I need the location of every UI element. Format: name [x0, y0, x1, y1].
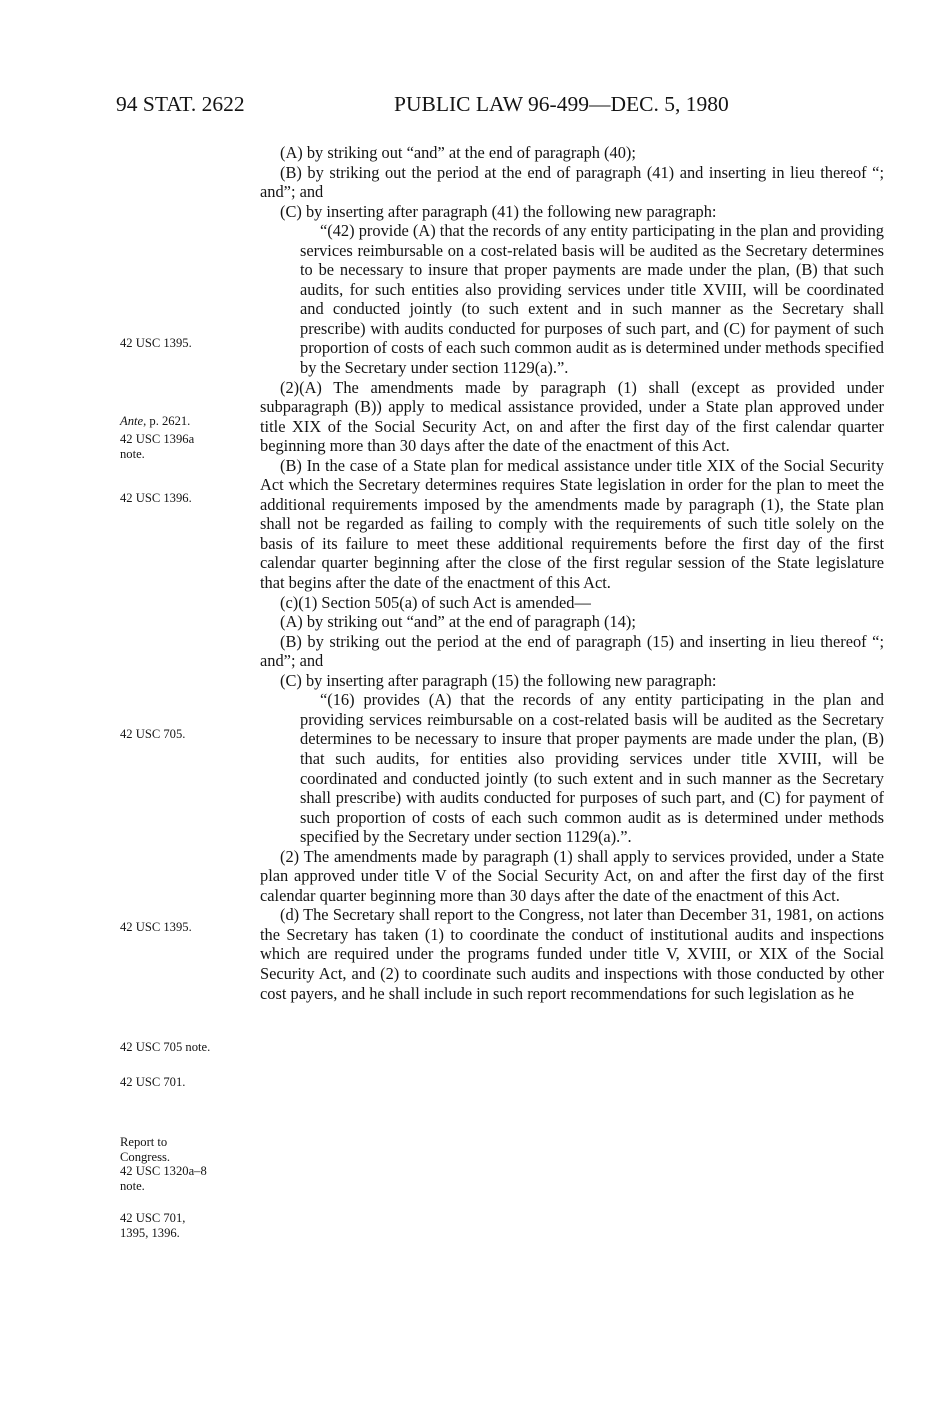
- margin-note-42-usc-1396: 42 USC 1396.: [120, 491, 192, 505]
- para-c-15: (C) by inserting after paragraph (15) the following new paragraph:: [280, 670, 717, 690]
- quoted-paragraph-42: “(42) provide (A) that the records of any entity participating in the plan and providing services reimbursable on a cost-related basis will be audited as the Secretary determines to be necessary to insure that proper payments are made under the plan, (B) that such audits, for such entities also providing services under title XVIII, will be coordinated and conducted jointly (to such extent and in such manner as the Secretary shall prescribe) with audits conducted for purposes of such part, and (C) for payment of such proportion of costs of each such common audit as is determined under methods specified by the Secretary under section 1129(a).”.: [300, 221, 884, 378]
- margin-note-42-usc-705: 42 USC 705.: [120, 727, 186, 741]
- para-c2-effective: (2) The amendments made by paragraph (1) shall apply to services provided, under a State plan approved under title V of the Social Security Act, on and after the first day of the first calendar quarter beginning more than 30 days after the date of the enactment of this Act.: [260, 846, 884, 905]
- margin-note-ante-word: Ante: [120, 414, 144, 428]
- margin-note-ante-2621: [120, 414, 250, 429]
- statute-body: [260, 143, 884, 1003]
- margin-note-42-usc-1396a: 42 USC 1396a note.: [120, 432, 195, 461]
- para-a-40: (A) by striking out “and” at the end of paragraph (40);: [280, 143, 636, 162]
- para-c-41: (C) by inserting after paragraph (41) the following new paragraph:: [280, 201, 717, 221]
- margin-note-report-to-congress: Report to Congress. 42 USC 1320a–8 note.: [120, 1135, 207, 1193]
- margin-note-42-usc-705-note: 42 USC 705 note.: [120, 1040, 211, 1054]
- para-b-15: (B) by striking out the period at the end of paragraph (15) and inserting in lieu thereof “; and”; and: [260, 631, 884, 671]
- para-2b-state-plan: (B) In the case of a State plan for medical assistance under title XIX of the Social Security Act which the Secretary determines requires State legislation in order for the plan to meet the additional requirements imposed by the amendments made by paragraph (1), the State plan shall not be regarded as failing to comply with the requirements of such title solely on the basis of its failure to meet these additional requirements before the first day of the first calendar quarter beginning after the close of the first regular session of the State legislature that begins after the date of the enactment of this Act.: [260, 455, 884, 593]
- para-d-report: (d) The Secretary shall report to the Congress, not later than December 31, 1981, on actions the Secretary has taken (1) to coordinate the conduct of institutional audits and inspections which are required under the programs funded under title V, XVIII, or XIX of the Social Security Act, and (2) to coordinate such audits and inspections with those conducted by other cost payers, and he shall include in such report recommendations for such legislation as he: [260, 905, 884, 1003]
- margin-note-ante-page: , p. 2621.: [143, 414, 191, 428]
- public-law-title: PUBLIC LAW 96-499—DEC. 5, 1980: [394, 92, 729, 116]
- margin-note-42-usc-1395-b: 42 USC 1395.: [120, 920, 192, 934]
- margin-note-42-usc-701: 42 USC 701.: [120, 1075, 186, 1089]
- stat-page-number: 94 STAT. 2622: [116, 92, 245, 116]
- margin-note-42-usc-701-1395-1396: 42 USC 701, 1395, 1396.: [120, 1211, 186, 1240]
- quoted-paragraph-16: “(16) provides (A) that the records of any entity participating in the plan and providing services reimbursable on a cost-related basis will be audited as the Secretary determines to be necessary to insure that proper payments are made under the plan, (B) that such audits, for entities also providing services under title XVIII, will be coordinated and conducted jointly (to such extent and in such manner as the Secretary shall prescribe) with audits conducted for purposes of such part, and (C) for payment of such proportion of costs of each such common audit as is determined under methods specified by the Secretary under section 1129(a).”.: [300, 690, 884, 847]
- para-2a-effective: (2)(A) The amendments made by paragraph (1) shall (except as provided under subparagraph (B)) apply to medical assistance provided, under a State plan approved under title XIX of the Social Security Act, on and after the first day of the first calendar quarter beginning more than 30 days after the date of the enactment of this Act.: [260, 377, 884, 456]
- para-c1-section-505: (c)(1) Section 505(a) of such Act is amended—: [280, 592, 591, 612]
- para-b-41: (B) by striking out the period at the end of paragraph (41) and inserting in lieu thereof “; and”; and: [260, 162, 884, 202]
- para-a-14: (A) by striking out “and” at the end of paragraph (14);: [280, 612, 636, 632]
- margin-note-42-usc-1395: 42 USC 1395.: [120, 336, 192, 350]
